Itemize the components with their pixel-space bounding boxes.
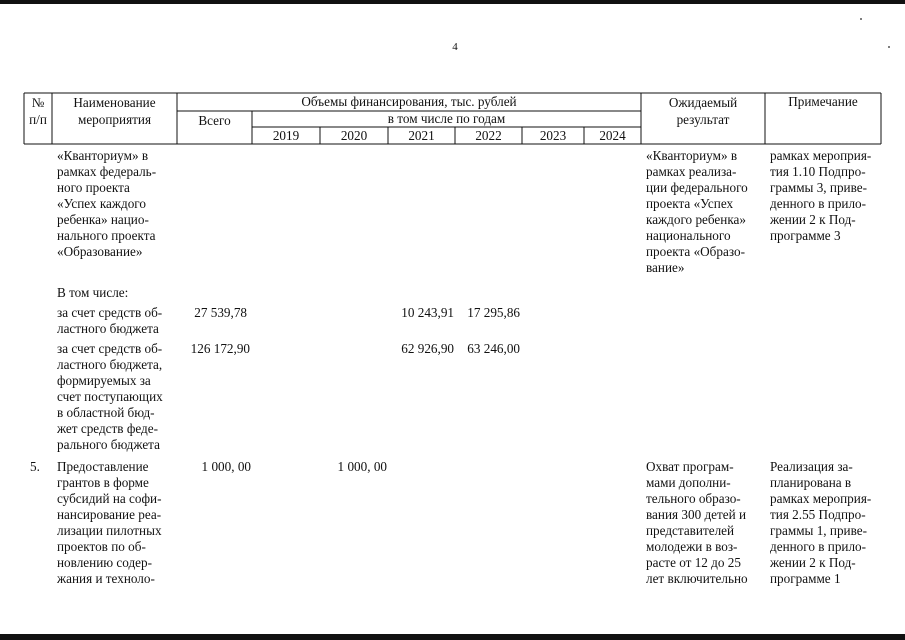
row-name: за счет средств об- ластного бюджета, формируемых за счет поступающих в областной бюд- жет средств феде- рального бюджета bbox=[57, 341, 163, 452]
cell-2022: 17 295,86 bbox=[467, 305, 520, 320]
cell-2022: 63 246,00 bbox=[467, 341, 520, 356]
row-result: Охват програм- мами дополни- тельного образо- вания 300 детей и представителей молодежи в воз- расте от 12 до 25 лет включительно bbox=[646, 459, 748, 586]
header-total: Всего bbox=[198, 113, 231, 128]
header-year-2019: 2019 bbox=[272, 128, 300, 143]
row-note: рамках мероприя- тия 1.10 Подпро- граммы 3, приве- денного в прило- жении 2 к Под- программе 3 bbox=[770, 148, 872, 243]
row-name: «Кванториум» в рамках федераль- ного проекта «Успех каждого ребенка» нацио- нального проекта «Образование» bbox=[57, 148, 157, 259]
cell-2020: 1 000, 00 bbox=[337, 459, 387, 474]
header-num: № п/п bbox=[29, 95, 47, 127]
header-year-2023: 2023 bbox=[539, 128, 567, 143]
row-number: 5. bbox=[30, 459, 40, 474]
header-result: Ожидаемый результат bbox=[668, 95, 738, 127]
row-name: за счет средств об- ластного бюджета bbox=[57, 305, 163, 336]
row-result: «Кванториум» в рамках реализа- ции федерального проекта «Успех каждого ребенка» национального проекта «Образо- вание» bbox=[646, 148, 748, 275]
cell-2021: 10 243,91 bbox=[401, 305, 454, 320]
page-number: 4 bbox=[452, 41, 458, 53]
cell-total: 27 539,78 bbox=[194, 305, 247, 320]
row-note: Реализация за- планирована в рамках мероприя- тия 2.55 Подпро- граммы 1, приве- денного в прило- жении 2 к Под- программе 1 bbox=[770, 459, 872, 586]
header-year-2024: 2024 bbox=[599, 128, 626, 143]
header-note: Примечание bbox=[788, 94, 858, 109]
header-year-2021: 2021 bbox=[408, 128, 435, 143]
header-year-2020: 2020 bbox=[340, 128, 368, 143]
header-by-years: в том числе по годам bbox=[387, 111, 506, 126]
header-year-2022: 2022 bbox=[475, 128, 502, 143]
cell-total: 1 000, 00 bbox=[201, 459, 251, 474]
header-financing: Объемы финансирования, тыс. рублей bbox=[301, 94, 517, 109]
row-subheading: В том числе: bbox=[57, 285, 129, 300]
cell-total: 126 172,90 bbox=[190, 341, 250, 356]
header-name: Наименование мероприятия bbox=[73, 95, 156, 127]
row-name: Предоставление грантов в форме субсидий на софи- нансирование реа- лизации пилотных проектов по об- новлению содер- жания и техноло- bbox=[57, 459, 162, 586]
cell-2021: 62 926,90 bbox=[401, 341, 454, 356]
